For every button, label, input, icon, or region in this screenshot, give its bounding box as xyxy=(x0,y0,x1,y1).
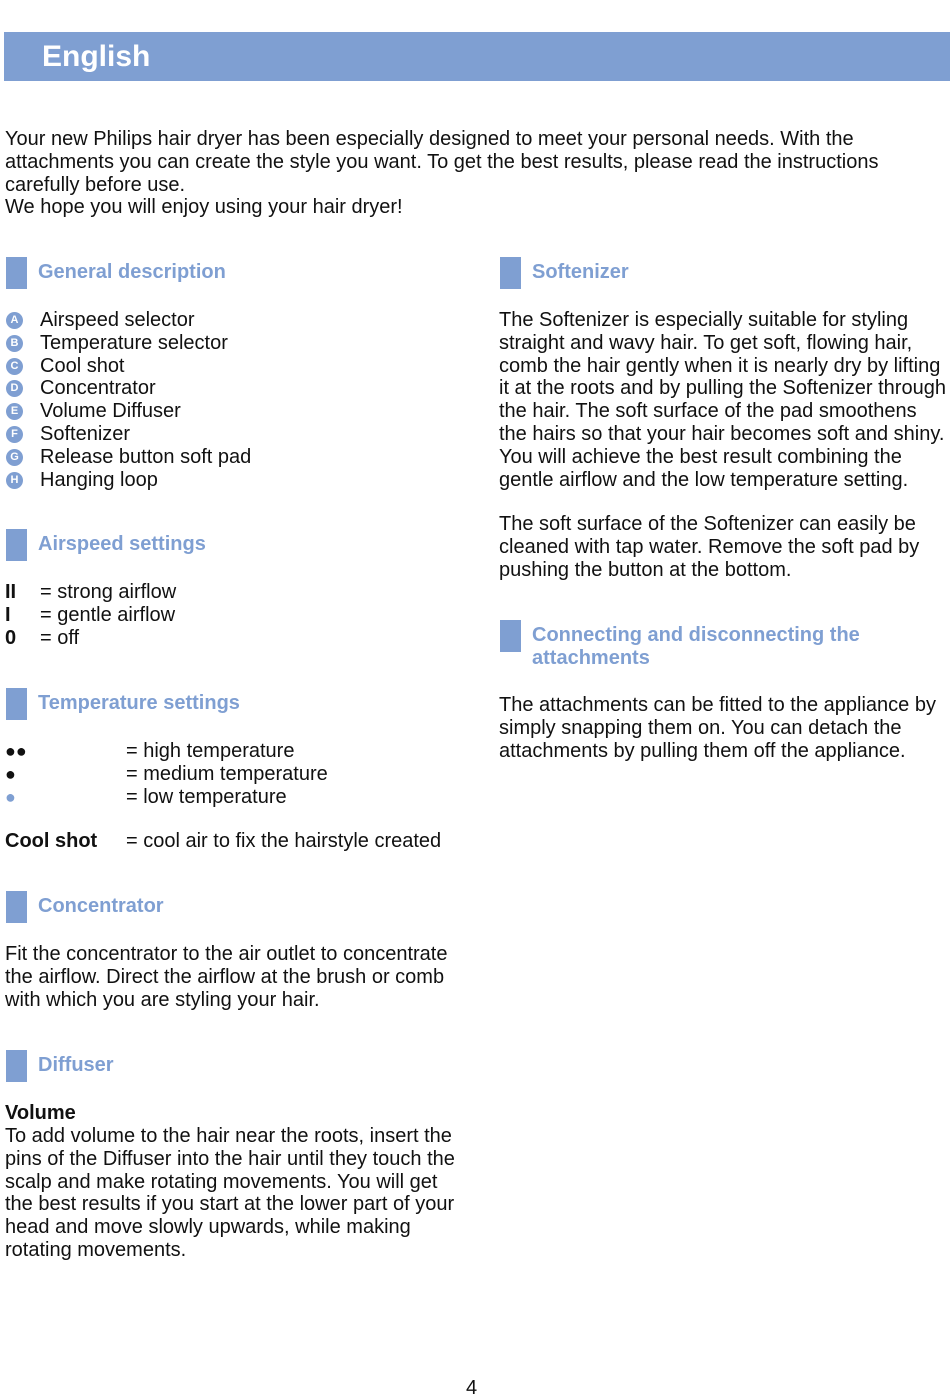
section-marker xyxy=(6,688,27,720)
letter-badge-icon: E xyxy=(6,403,23,420)
section-marker xyxy=(6,257,27,289)
airspeed-description: = off xyxy=(40,626,80,649)
part-label: Volume Diffuser xyxy=(40,400,181,423)
section-title-line-1: Connecting and disconnecting the xyxy=(532,624,860,646)
part-label: Concentrator xyxy=(40,377,156,400)
list-item xyxy=(5,763,455,786)
list-item xyxy=(5,377,455,400)
list-item xyxy=(5,446,455,469)
language-banner xyxy=(4,32,950,81)
language-title: English xyxy=(42,40,151,73)
parts-list xyxy=(5,309,455,491)
part-label: Hanging loop xyxy=(40,468,158,491)
concentrator-text: Fit the concentrator to the air outlet to concentrate the airflow. Direct the airflow at the brush or comb with which you are styling your hair. xyxy=(5,943,448,1011)
temperature-settings-heading xyxy=(6,688,446,720)
section-marker xyxy=(6,529,27,561)
high-temperature-dots-icon: ●● xyxy=(5,741,27,761)
section-marker xyxy=(6,891,27,923)
low-temperature-dot-icon: ● xyxy=(5,786,16,807)
letter-badge-icon: D xyxy=(6,380,23,397)
list-item xyxy=(5,604,455,627)
part-label: Release button soft pad xyxy=(40,445,252,468)
diffuser-subtitle: Volume xyxy=(5,1102,76,1124)
general-description-heading xyxy=(6,257,446,289)
cool-shot-description: = cool air to fix the hairstyle created xyxy=(126,830,442,852)
intro-closing: We hope you will enjoy using your hair dryer! xyxy=(5,196,403,219)
temperature-list xyxy=(5,740,455,808)
letter-badge-icon: B xyxy=(6,335,23,352)
softenizer-cleaning-text: The soft surface of the Softenizer can easily be cleaned with tap water. Remove the soft pad by pushing the button at the bottom. xyxy=(499,513,920,581)
softenizer-heading xyxy=(500,257,940,289)
section-title: Temperature settings xyxy=(38,692,240,714)
section-title: Softenizer xyxy=(532,261,629,283)
section-title: Diffuser xyxy=(38,1054,114,1076)
temperature-description: = high temperature xyxy=(126,740,295,762)
temperature-description: = low temperature xyxy=(126,785,287,808)
section-title: Airspeed settings xyxy=(38,533,206,555)
section-marker xyxy=(500,257,521,289)
section-title-line-2: attachments xyxy=(532,647,650,669)
section-title: General description xyxy=(38,261,226,283)
part-label: Cool shot xyxy=(40,354,125,377)
letter-badge-icon: A xyxy=(6,312,23,329)
section-marker xyxy=(6,1050,27,1082)
diffuser-text: To add volume to the hair near the roots, insert the pins of the Diffuser into the hair until they touch the scalp and make rotating movements. You will get the best results if you start at the lower part of your head and move slowly upwards, while making rotating movements. xyxy=(5,1125,455,1261)
letter-badge-icon: G xyxy=(6,449,23,466)
connecting-heading xyxy=(500,620,940,669)
list-item xyxy=(5,786,455,809)
airspeed-description: = strong airflow xyxy=(40,581,177,603)
intro-paragraph: Your new Philips hair dryer has been especially designed to meet your personal needs. With the attachments you can create the style you want. To get the best results, please read the instructions carefully before use. xyxy=(5,128,879,196)
letter-badge-icon: F xyxy=(6,426,23,443)
list-item xyxy=(5,400,455,423)
airspeed-description: = gentle airflow xyxy=(40,603,176,626)
medium-temperature-dot-icon: ● xyxy=(5,763,16,784)
list-item xyxy=(5,309,455,332)
temperature-description: = medium temperature xyxy=(126,762,328,785)
airspeed-symbol: I xyxy=(5,603,11,626)
cool-shot-label: Cool shot xyxy=(5,830,98,852)
list-item xyxy=(5,469,455,492)
list-item xyxy=(5,627,455,650)
part-label: Airspeed selector xyxy=(40,309,195,331)
diffuser-heading xyxy=(6,1050,446,1082)
section-marker xyxy=(500,620,521,652)
part-label: Temperature selector xyxy=(40,331,228,354)
airspeed-symbol: II xyxy=(5,581,17,603)
letter-badge-icon: H xyxy=(6,472,23,489)
intro-text xyxy=(5,128,925,219)
concentrator-heading xyxy=(6,891,446,923)
airspeed-list xyxy=(5,581,455,649)
softenizer-text: The Softenizer is especially suitable for styling straight and wavy hair. To get soft, flowing hair, comb the hair gently when it is nearly dry by lifting it at the roots and by pulling the Softenizer through the hair. The soft surface of the pad smoothens the hairs so that your hair becomes soft and shiny. You will achieve the best result combining the gentle airflow and the low temperature setting. xyxy=(499,309,946,491)
airspeed-symbol: 0 xyxy=(5,626,17,649)
list-item xyxy=(5,740,455,763)
list-item xyxy=(5,581,455,604)
part-label: Softenizer xyxy=(40,422,131,445)
list-item xyxy=(5,355,455,378)
list-item xyxy=(5,332,455,355)
cool-shot-row xyxy=(5,830,465,853)
section-title: Concentrator xyxy=(38,895,164,917)
letter-badge-icon: C xyxy=(6,358,23,375)
page-number: 4 xyxy=(466,1377,478,1399)
connecting-text: The attachments can be fitted to the appliance by simply snapping them on. You can detach the attachments by pulling them off the appliance. xyxy=(499,694,936,762)
airspeed-settings-heading xyxy=(6,529,446,561)
list-item xyxy=(5,423,455,446)
